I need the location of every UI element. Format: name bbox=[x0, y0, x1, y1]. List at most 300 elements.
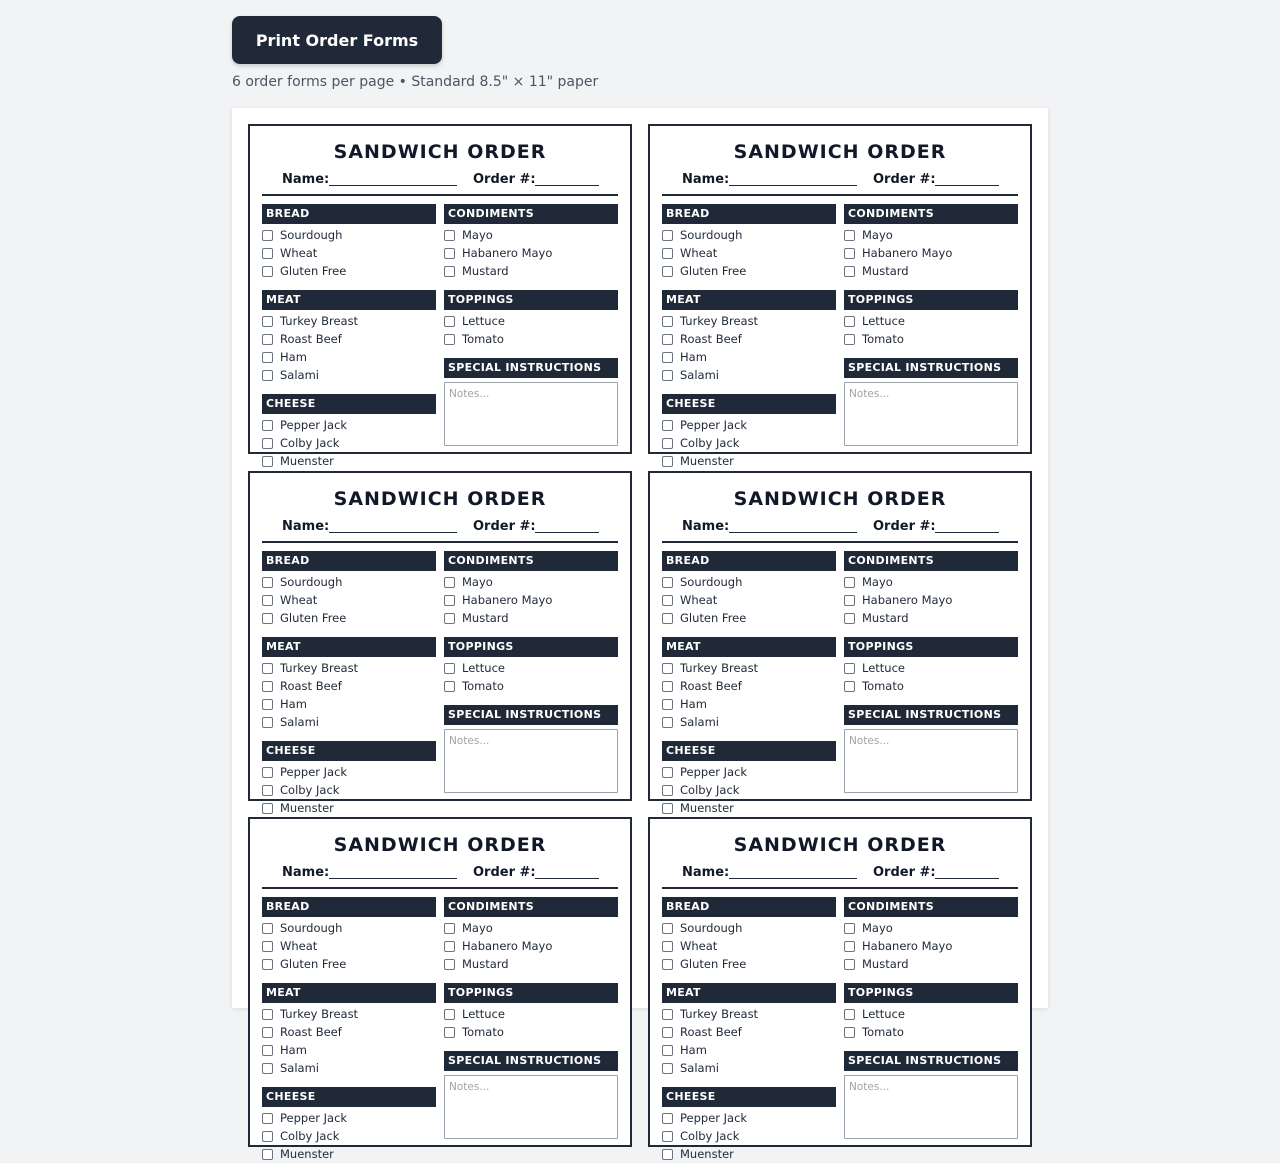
option-label: Muenster bbox=[680, 1147, 734, 1161]
checkbox[interactable] bbox=[662, 420, 673, 431]
meat-option[interactable] bbox=[662, 366, 836, 384]
cheese-section-header: CHEESE bbox=[662, 1087, 836, 1107]
checkbox[interactable] bbox=[444, 941, 455, 952]
cheese-section-header: CHEESE bbox=[262, 1087, 436, 1107]
right-column bbox=[844, 551, 1018, 793]
checkbox[interactable] bbox=[662, 577, 673, 588]
checkbox[interactable] bbox=[262, 370, 273, 381]
option-label: Roast Beef bbox=[680, 679, 742, 693]
checkbox[interactable] bbox=[844, 230, 855, 241]
checkbox[interactable] bbox=[262, 699, 273, 710]
checkbox[interactable] bbox=[662, 681, 673, 692]
toppings-option[interactable] bbox=[444, 330, 618, 348]
condiments-option[interactable] bbox=[844, 226, 1018, 244]
condiments-option[interactable] bbox=[444, 919, 618, 937]
option-label: Ham bbox=[680, 697, 707, 711]
checkbox[interactable] bbox=[662, 248, 673, 259]
checkbox[interactable] bbox=[844, 248, 855, 259]
checkbox[interactable] bbox=[662, 767, 673, 778]
checkbox[interactable] bbox=[662, 456, 673, 467]
order-number-field[interactable] bbox=[935, 185, 999, 186]
option-label: Sourdough bbox=[680, 228, 743, 242]
option-label: Gluten Free bbox=[280, 611, 347, 625]
special-instructions-notes[interactable]: Notes... bbox=[844, 729, 1018, 793]
meat-option[interactable] bbox=[262, 312, 436, 330]
name-label: Name: bbox=[682, 519, 730, 534]
toppings-option[interactable] bbox=[844, 1005, 1018, 1023]
meat-option[interactable] bbox=[262, 348, 436, 366]
checkbox[interactable] bbox=[262, 923, 273, 934]
order-number-field[interactable] bbox=[935, 532, 999, 533]
cheese-option[interactable] bbox=[662, 416, 836, 434]
checkbox[interactable] bbox=[662, 1131, 673, 1142]
meat-option[interactable] bbox=[662, 1005, 836, 1023]
checkbox[interactable] bbox=[662, 717, 673, 728]
name-field[interactable] bbox=[729, 532, 857, 533]
checkbox[interactable] bbox=[444, 248, 455, 259]
condiments-option[interactable] bbox=[844, 609, 1018, 627]
checkbox[interactable] bbox=[444, 595, 455, 606]
checkbox[interactable] bbox=[662, 334, 673, 345]
checkbox[interactable] bbox=[662, 803, 673, 814]
checkbox[interactable] bbox=[662, 1009, 673, 1020]
option-label: Pepper Jack bbox=[680, 418, 748, 432]
order-number-field[interactable] bbox=[535, 185, 599, 186]
option-label: Wheat bbox=[280, 246, 318, 260]
checkbox[interactable] bbox=[844, 266, 855, 277]
left-column bbox=[662, 551, 836, 817]
toppings-option[interactable] bbox=[844, 659, 1018, 677]
meat-options bbox=[662, 659, 836, 731]
option-label: Habanero Mayo bbox=[462, 939, 553, 953]
toppings-options bbox=[844, 312, 1018, 348]
bread-section-header: BREAD bbox=[662, 204, 836, 224]
checkbox[interactable] bbox=[662, 613, 673, 624]
meat-option[interactable] bbox=[262, 366, 436, 384]
special-instructions-header: SPECIAL INSTRUCTIONS bbox=[844, 358, 1018, 378]
bread-option[interactable] bbox=[262, 609, 436, 627]
checkbox[interactable] bbox=[844, 1009, 855, 1020]
toppings-option[interactable] bbox=[844, 312, 1018, 330]
bread-options bbox=[662, 919, 836, 973]
condiments-option[interactable] bbox=[444, 955, 618, 973]
toppings-option[interactable] bbox=[844, 677, 1018, 695]
bread-option[interactable] bbox=[662, 955, 836, 973]
option-label: Sourdough bbox=[680, 575, 743, 589]
cheese-option[interactable] bbox=[262, 416, 436, 434]
checkbox[interactable] bbox=[844, 959, 855, 970]
special-instructions-notes[interactable]: Notes... bbox=[444, 729, 618, 793]
option-label: Muenster bbox=[280, 801, 334, 815]
meat-option[interactable] bbox=[662, 695, 836, 713]
meat-option[interactable] bbox=[662, 330, 836, 348]
meat-option[interactable] bbox=[262, 1023, 436, 1041]
checkbox[interactable] bbox=[444, 663, 455, 674]
order-number-field[interactable] bbox=[535, 878, 599, 879]
special-instructions-notes[interactable]: Notes... bbox=[844, 1075, 1018, 1139]
option-label: Tomato bbox=[862, 679, 904, 693]
condiments-section-header: CONDIMENTS bbox=[444, 551, 618, 571]
meat-option[interactable] bbox=[662, 659, 836, 677]
checkbox[interactable] bbox=[262, 1045, 273, 1056]
form-title: SANDWICH ORDER bbox=[333, 488, 547, 510]
checkbox[interactable] bbox=[262, 248, 273, 259]
option-label: Muenster bbox=[280, 454, 334, 468]
meat-option[interactable] bbox=[262, 677, 436, 695]
checkbox[interactable] bbox=[262, 785, 273, 796]
bread-option[interactable] bbox=[262, 937, 436, 955]
special-instructions-notes[interactable]: Notes... bbox=[444, 382, 618, 446]
toppings-option[interactable] bbox=[444, 1023, 618, 1041]
cheese-option[interactable] bbox=[662, 799, 836, 817]
condiments-option[interactable] bbox=[444, 244, 618, 262]
bread-option[interactable] bbox=[662, 573, 836, 591]
condiments-option[interactable] bbox=[444, 591, 618, 609]
checkbox[interactable] bbox=[262, 941, 273, 952]
option-label: Salami bbox=[680, 1061, 719, 1075]
checkbox[interactable] bbox=[662, 959, 673, 970]
option-label: Sourdough bbox=[280, 575, 343, 589]
toppings-section-header: TOPPINGS bbox=[844, 637, 1018, 657]
option-label: Salami bbox=[680, 715, 719, 729]
bread-options bbox=[662, 573, 836, 627]
option-label: Pepper Jack bbox=[680, 765, 748, 779]
header-divider bbox=[262, 541, 618, 543]
right-column bbox=[444, 551, 618, 793]
meat-option[interactable] bbox=[662, 312, 836, 330]
checkbox[interactable] bbox=[844, 941, 855, 952]
bread-option[interactable] bbox=[262, 573, 436, 591]
meat-options bbox=[662, 312, 836, 384]
checkbox[interactable] bbox=[662, 316, 673, 327]
left-column bbox=[262, 897, 436, 1163]
option-label: Ham bbox=[680, 1043, 707, 1057]
checkbox[interactable] bbox=[262, 803, 273, 814]
toppings-options bbox=[444, 1005, 618, 1041]
option-label: Mayo bbox=[862, 228, 893, 242]
sandwich-order-form bbox=[248, 124, 632, 468]
checkbox[interactable] bbox=[444, 1027, 455, 1038]
checkbox[interactable] bbox=[262, 959, 273, 970]
name-label: Name: bbox=[282, 865, 330, 880]
special-instructions-notes[interactable]: Notes... bbox=[444, 1075, 618, 1139]
checkbox[interactable] bbox=[844, 681, 855, 692]
page-subtitle: 6 order forms per page • Standard 8.5" × 11" paper bbox=[232, 74, 599, 90]
left-column bbox=[262, 204, 436, 470]
checkbox[interactable] bbox=[444, 613, 455, 624]
meat-option[interactable] bbox=[662, 1041, 836, 1059]
toppings-option[interactable] bbox=[444, 1005, 618, 1023]
cheese-options bbox=[662, 416, 836, 470]
meat-option[interactable] bbox=[262, 695, 436, 713]
name-field[interactable] bbox=[729, 878, 857, 879]
meat-option[interactable] bbox=[262, 1005, 436, 1023]
option-label: Tomato bbox=[462, 1025, 504, 1039]
option-label: Salami bbox=[280, 1061, 319, 1075]
checkbox[interactable] bbox=[262, 352, 273, 363]
checkbox[interactable] bbox=[844, 1027, 855, 1038]
checkbox[interactable] bbox=[444, 230, 455, 241]
bread-option[interactable] bbox=[662, 226, 836, 244]
option-label: Wheat bbox=[680, 246, 718, 260]
checkbox[interactable] bbox=[844, 595, 855, 606]
condiments-option[interactable] bbox=[444, 573, 618, 591]
checkbox[interactable] bbox=[662, 1027, 673, 1038]
condiments-option[interactable] bbox=[444, 262, 618, 280]
order-number-field[interactable] bbox=[535, 532, 599, 533]
checkbox[interactable] bbox=[262, 613, 273, 624]
meat-option[interactable] bbox=[662, 1023, 836, 1041]
option-label: Tomato bbox=[862, 332, 904, 346]
checkbox[interactable] bbox=[262, 681, 273, 692]
cheese-option[interactable] bbox=[262, 763, 436, 781]
condiments-option[interactable] bbox=[444, 609, 618, 627]
checkbox[interactable] bbox=[844, 316, 855, 327]
cheese-option[interactable] bbox=[662, 1109, 836, 1127]
right-column bbox=[444, 204, 618, 446]
cheese-option[interactable] bbox=[262, 781, 436, 799]
toppings-option[interactable] bbox=[444, 312, 618, 330]
cheese-option[interactable] bbox=[262, 1127, 436, 1145]
form-title: SANDWICH ORDER bbox=[333, 834, 547, 856]
condiments-options bbox=[844, 919, 1018, 973]
option-label: Roast Beef bbox=[680, 1025, 742, 1039]
header-divider bbox=[662, 194, 1018, 196]
toppings-option[interactable] bbox=[444, 677, 618, 695]
cheese-option[interactable] bbox=[262, 1109, 436, 1127]
checkbox[interactable] bbox=[262, 595, 273, 606]
checkbox[interactable] bbox=[262, 334, 273, 345]
checkbox[interactable] bbox=[444, 959, 455, 970]
checkbox[interactable] bbox=[662, 230, 673, 241]
bread-options bbox=[262, 226, 436, 280]
meat-options bbox=[662, 1005, 836, 1077]
form-title: SANDWICH ORDER bbox=[733, 834, 947, 856]
bread-option[interactable] bbox=[662, 262, 836, 280]
meat-option[interactable] bbox=[662, 1059, 836, 1077]
cheese-option[interactable] bbox=[662, 1127, 836, 1145]
condiments-option[interactable] bbox=[844, 955, 1018, 973]
cheese-option[interactable] bbox=[662, 434, 836, 452]
option-label: Mustard bbox=[862, 957, 909, 971]
cheese-options bbox=[662, 763, 836, 817]
special-instructions-header: SPECIAL INSTRUCTIONS bbox=[444, 358, 618, 378]
checkbox[interactable] bbox=[262, 438, 273, 449]
checkbox[interactable] bbox=[262, 1063, 273, 1074]
cheese-option[interactable] bbox=[262, 799, 436, 817]
checkbox[interactable] bbox=[662, 438, 673, 449]
checkbox[interactable] bbox=[662, 785, 673, 796]
right-column bbox=[844, 204, 1018, 446]
name-field[interactable] bbox=[329, 878, 457, 879]
checkbox[interactable] bbox=[444, 577, 455, 588]
bread-option[interactable] bbox=[662, 591, 836, 609]
sandwich-order-form bbox=[248, 817, 632, 1161]
option-label: Tomato bbox=[462, 332, 504, 346]
checkbox[interactable] bbox=[662, 595, 673, 606]
checkbox[interactable] bbox=[662, 352, 673, 363]
checkbox[interactable] bbox=[444, 923, 455, 934]
checkbox[interactable] bbox=[662, 266, 673, 277]
bread-option[interactable] bbox=[262, 919, 436, 937]
option-label: Habanero Mayo bbox=[862, 939, 953, 953]
bread-options bbox=[662, 226, 836, 280]
option-label: Turkey Breast bbox=[680, 1007, 759, 1021]
meat-section-header: MEAT bbox=[262, 290, 436, 310]
order-number-field[interactable] bbox=[935, 878, 999, 879]
checkbox[interactable] bbox=[444, 316, 455, 327]
bread-option[interactable] bbox=[262, 226, 436, 244]
condiments-option[interactable] bbox=[444, 226, 618, 244]
checkbox[interactable] bbox=[262, 316, 273, 327]
toppings-option[interactable] bbox=[844, 330, 1018, 348]
option-label: Muenster bbox=[680, 454, 734, 468]
cheese-option[interactable] bbox=[662, 452, 836, 470]
checkbox[interactable] bbox=[844, 577, 855, 588]
name-label: Name: bbox=[282, 519, 330, 534]
toppings-options bbox=[444, 659, 618, 695]
print-order-forms-button[interactable]: Print Order Forms bbox=[232, 16, 442, 64]
option-label: Turkey Breast bbox=[680, 314, 759, 328]
checkbox[interactable] bbox=[662, 663, 673, 674]
bread-option[interactable] bbox=[662, 244, 836, 262]
meat-option[interactable] bbox=[262, 659, 436, 677]
option-label: Wheat bbox=[680, 593, 718, 607]
meat-options bbox=[262, 312, 436, 384]
checkbox[interactable] bbox=[262, 577, 273, 588]
meat-section-header: MEAT bbox=[662, 637, 836, 657]
meat-option[interactable] bbox=[662, 713, 836, 731]
option-label: Lettuce bbox=[462, 661, 505, 675]
cheese-option[interactable] bbox=[662, 763, 836, 781]
form-title: SANDWICH ORDER bbox=[333, 141, 547, 163]
option-label: Mayo bbox=[862, 575, 893, 589]
bread-option[interactable] bbox=[262, 591, 436, 609]
checkbox[interactable] bbox=[262, 420, 273, 431]
meat-option[interactable] bbox=[662, 677, 836, 695]
option-label: Habanero Mayo bbox=[462, 246, 553, 260]
toppings-options bbox=[844, 1005, 1018, 1041]
condiments-option[interactable] bbox=[844, 937, 1018, 955]
checkbox[interactable] bbox=[262, 663, 273, 674]
bread-option[interactable] bbox=[262, 244, 436, 262]
meat-options bbox=[262, 659, 436, 731]
checkbox[interactable] bbox=[262, 717, 273, 728]
checkbox[interactable] bbox=[662, 923, 673, 934]
meat-options bbox=[262, 1005, 436, 1077]
condiments-option[interactable] bbox=[844, 262, 1018, 280]
checkbox[interactable] bbox=[662, 699, 673, 710]
option-label: Pepper Jack bbox=[280, 1111, 348, 1125]
meat-option[interactable] bbox=[662, 348, 836, 366]
checkbox[interactable] bbox=[662, 1113, 673, 1124]
checkbox[interactable] bbox=[262, 456, 273, 467]
condiments-option[interactable] bbox=[844, 591, 1018, 609]
toppings-option[interactable] bbox=[844, 1023, 1018, 1041]
toppings-option[interactable] bbox=[444, 659, 618, 677]
condiments-option[interactable] bbox=[444, 937, 618, 955]
bread-options bbox=[262, 573, 436, 627]
checkbox[interactable] bbox=[444, 1009, 455, 1020]
bread-section-header: BREAD bbox=[662, 551, 836, 571]
meat-section-header: MEAT bbox=[662, 290, 836, 310]
option-label: Mayo bbox=[462, 921, 493, 935]
checkbox[interactable] bbox=[844, 613, 855, 624]
checkbox[interactable] bbox=[662, 1149, 673, 1160]
condiments-option[interactable] bbox=[844, 919, 1018, 937]
checkbox[interactable] bbox=[262, 1027, 273, 1038]
sandwich-order-form bbox=[648, 817, 1032, 1161]
checkbox[interactable] bbox=[662, 1063, 673, 1074]
name-field[interactable] bbox=[329, 185, 457, 186]
cheese-option[interactable] bbox=[662, 1145, 836, 1163]
meat-section-header: MEAT bbox=[262, 637, 436, 657]
name-field[interactable] bbox=[729, 185, 857, 186]
cheese-option[interactable] bbox=[262, 1145, 436, 1163]
special-instructions-notes[interactable]: Notes... bbox=[844, 382, 1018, 446]
checkbox[interactable] bbox=[444, 266, 455, 277]
checkbox[interactable] bbox=[262, 1113, 273, 1124]
checkbox[interactable] bbox=[262, 1009, 273, 1020]
condiments-option[interactable] bbox=[844, 244, 1018, 262]
checkbox[interactable] bbox=[262, 266, 273, 277]
meat-option[interactable] bbox=[262, 1041, 436, 1059]
name-field[interactable] bbox=[329, 532, 457, 533]
checkbox[interactable] bbox=[444, 334, 455, 345]
cheese-option[interactable] bbox=[262, 434, 436, 452]
cheese-option[interactable] bbox=[262, 452, 436, 470]
right-column bbox=[444, 897, 618, 1139]
checkbox[interactable] bbox=[844, 663, 855, 674]
condiments-option[interactable] bbox=[844, 573, 1018, 591]
cheese-option[interactable] bbox=[662, 781, 836, 799]
meat-option[interactable] bbox=[262, 1059, 436, 1077]
checkbox[interactable] bbox=[262, 230, 273, 241]
bread-option[interactable] bbox=[662, 609, 836, 627]
checkbox[interactable] bbox=[844, 334, 855, 345]
checkbox[interactable] bbox=[262, 1149, 273, 1160]
option-label: Wheat bbox=[280, 939, 318, 953]
meat-option[interactable] bbox=[262, 713, 436, 731]
toppings-section-header: TOPPINGS bbox=[844, 290, 1018, 310]
cheese-section-header: CHEESE bbox=[662, 394, 836, 414]
bread-option[interactable] bbox=[262, 262, 436, 280]
checkbox[interactable] bbox=[844, 923, 855, 934]
bread-option[interactable] bbox=[262, 955, 436, 973]
option-label: Mustard bbox=[462, 957, 509, 971]
checkbox[interactable] bbox=[262, 767, 273, 778]
meat-option[interactable] bbox=[262, 330, 436, 348]
checkbox[interactable] bbox=[662, 1045, 673, 1056]
bread-section-header: BREAD bbox=[662, 897, 836, 917]
toppings-section-header: TOPPINGS bbox=[444, 637, 618, 657]
left-column bbox=[662, 897, 836, 1163]
option-label: Muenster bbox=[680, 801, 734, 815]
option-label: Habanero Mayo bbox=[462, 593, 553, 607]
form-title: SANDWICH ORDER bbox=[733, 488, 947, 510]
option-label: Roast Beef bbox=[280, 1025, 342, 1039]
checkbox[interactable] bbox=[662, 370, 673, 381]
meat-section-header: MEAT bbox=[662, 983, 836, 1003]
special-instructions-header: SPECIAL INSTRUCTIONS bbox=[444, 1051, 618, 1071]
bread-option[interactable] bbox=[662, 919, 836, 937]
bread-option[interactable] bbox=[662, 937, 836, 955]
condiments-section-header: CONDIMENTS bbox=[844, 897, 1018, 917]
option-label: Lettuce bbox=[862, 314, 905, 328]
checkbox[interactable] bbox=[262, 1131, 273, 1142]
checkbox[interactable] bbox=[444, 681, 455, 692]
checkbox[interactable] bbox=[662, 941, 673, 952]
